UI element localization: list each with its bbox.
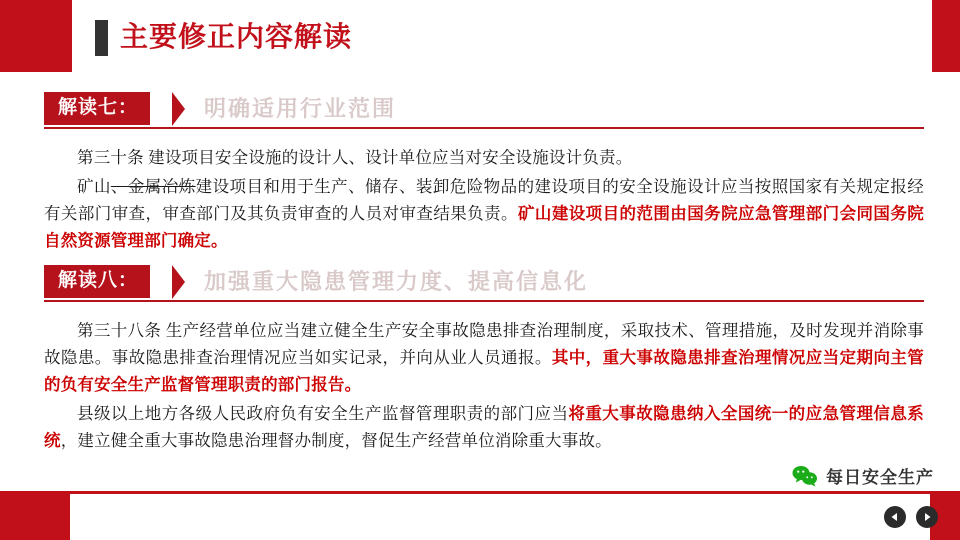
text-run: 矿山建设项目的范围由国务院应急管理部门会同国务院自然资源管理部门确定。	[44, 204, 924, 250]
section-subtitle: 加强重大隐患管理力度、提高信息化	[204, 269, 589, 294]
prev-arrow-icon	[890, 512, 900, 522]
slide-navigation	[884, 506, 938, 528]
paragraph	[44, 400, 924, 454]
section-interpretation-7	[44, 92, 924, 254]
section-tag-arrow-icon	[172, 92, 185, 126]
page-title: 主要修正内容解读	[120, 22, 353, 53]
paragraph	[44, 317, 924, 398]
wechat-account-name: 每日安全生产	[826, 468, 934, 487]
next-arrow-icon	[922, 512, 932, 522]
top-banner-right-accent	[932, 0, 960, 72]
title-accent-mark	[95, 20, 108, 56]
footer-banner-inner	[70, 494, 930, 540]
prev-slide-button[interactable]	[884, 506, 906, 528]
section-divider	[44, 127, 924, 129]
text-run: ，建立健全重大事故隐患治理督办制度，督促生产经营单位消除重大事故。	[60, 431, 612, 450]
text-run: 将重大事故隐患纳入全国统一的应急管理信息系统	[44, 404, 924, 450]
text-run: 第三十八条 生产经营单位应当建立健全生产安全事故隐患排查治理制度，采取技术、管理措施，及时发现并消除事故隐患。事故隐患排查治理情况应当如实记录，并向从业人员通报。	[44, 321, 924, 367]
section-divider	[44, 300, 924, 302]
section-interpretation-8	[44, 265, 924, 454]
section-tag-arrow-icon	[172, 265, 185, 299]
section-subtitle: 明确适用行业范围	[204, 96, 397, 121]
text-run: 建设项目和用于生产、储存、装卸危险物品的建设项目的安全设施设计应当按照国家有关规定报经有关部门审查，审查部门及其负责审查的人员对审查结果负责。	[44, 177, 924, 223]
wechat-account-badge	[792, 463, 934, 488]
text-run: 第三十条 建设项目安全设施的设计人、设计单位应当对安全设施设计负责。	[77, 148, 633, 167]
next-slide-button[interactable]	[916, 506, 938, 528]
section-tag-label: 解读八：	[44, 265, 150, 298]
paragraph	[44, 144, 924, 171]
section-tag-label: 解读七：	[44, 92, 150, 125]
footer-left-accent	[0, 494, 70, 540]
text-run: 矿山	[77, 177, 111, 196]
wechat-icon	[792, 465, 818, 487]
section-header	[44, 265, 924, 299]
text-run: 其中，重大事故隐患排查治理情况应当定期向主管的负有安全生产监督管理职责的部门报告。	[44, 348, 925, 394]
section-body	[44, 144, 924, 254]
text-run: 、金属冶炼	[110, 177, 196, 196]
section-header	[44, 92, 924, 126]
paragraph	[44, 173, 924, 254]
section-body	[44, 317, 924, 454]
text-run: 县级以上地方各级人民政府负有安全生产监督管理职责的部门应当	[77, 404, 569, 423]
